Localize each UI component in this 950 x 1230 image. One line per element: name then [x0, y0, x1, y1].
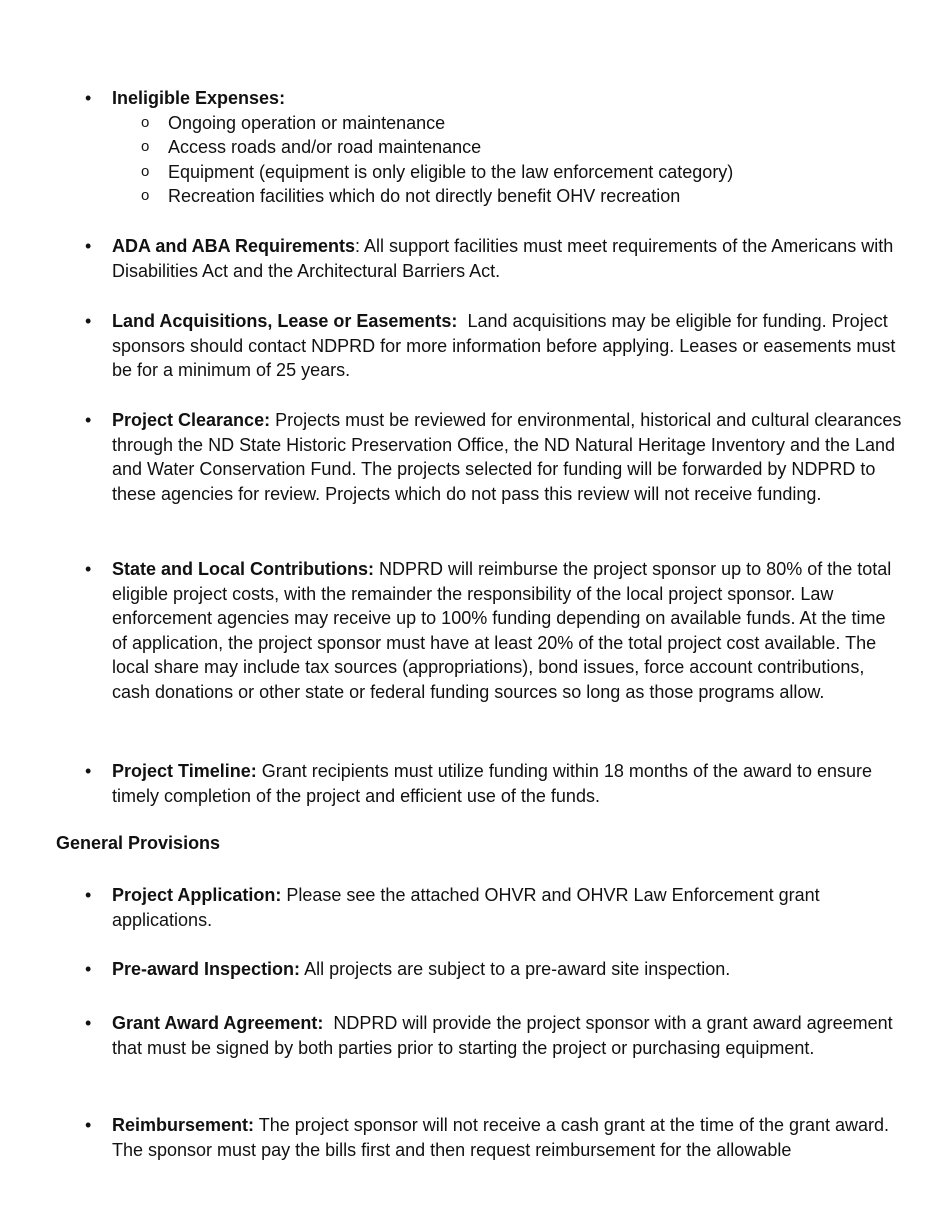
list-item-reimbursement: • Reimbursement: The project sponsor will not receive a cash grant at the time of the grant award. The sponsor must pay the bills first and then request reimbursement for the allowable: [85, 1115, 890, 1160]
sub-bullet-icon: o: [141, 114, 150, 131]
bullet-icon: •: [85, 1115, 92, 1135]
list-item-grant-award-agreement: • Grant Award Agreement: NDPRD will provide the project sponsor with a grant award agreement that must be signed by both parties prior to starting the project or purchasing equipment.: [85, 1013, 893, 1058]
sub-bullet-icon: o: [141, 138, 150, 155]
sub-item: o Ongoing operation or maintenance: [168, 111, 445, 136]
list-item-project-clearance: • Project Clearance: Projects must be reviewed for environmental, historical and cultural clearances through the ND State Historic Preservation Office, the ND Natural Heritage Inventory and the Land and Water Conservation Fund. The projects selected for funding will be forwarded by NDPRD to these agencies for review. Projects which do not pass this review will not receive funding.: [85, 410, 902, 504]
bullet-icon: •: [85, 559, 92, 579]
bullet-icon: •: [85, 236, 92, 256]
list-item-land-acquisitions: • Land Acquisitions, Lease or Easements: Land acquisitions may be eligible for funding. Project sponsors should contact NDPRD for more information before applying. Leases or easements must be for a minimum of 25 years.: [85, 311, 896, 381]
section-heading: General Provisions: [56, 833, 221, 853]
bullet-icon: •: [85, 959, 92, 979]
bullet-icon: •: [85, 1013, 92, 1033]
sub-bullet-icon: o: [141, 187, 150, 204]
item-title: Ineligible Expenses:: [112, 88, 286, 108]
sub-bullet-icon: o: [141, 163, 150, 180]
list-item-project-timeline: • Project Timeline: Grant recipients must utilize funding within 18 months of the award to ensure timely completion of the project and efficient use of the funds.: [85, 761, 873, 806]
list-item-state-local-contributions: • State and Local Contributions: NDPRD will reimburse the project sponsor up to 80% of the total eligible project costs, with the remainder the responsibility of the local project sponsor. Law enforcement agencies may receive up to 100% funding depending on available funds. At the time of application, the project sponsor must have at least 20% of the total project cost available. The local share may include tax sources (appropriations), bond issues, force account contributions, cash donations or other state or federal funding sources so long as those programs allow.: [85, 559, 892, 702]
list-item-ineligible-expenses: [85, 86, 902, 111]
sub-item: o Equipment (equipment is only eligible to the law enforcement category): [168, 160, 733, 185]
list-item-ada-aba: • ADA and ABA Requirements: All support facilities must meet requirements of the Americans with Disabilities Act and the Architectural Barriers Act.: [85, 236, 894, 281]
sub-item: o Recreation facilities which do not directly benefit OHV recreation: [168, 184, 680, 209]
list-item-pre-award-inspection: • Pre-award Inspection: All projects are subject to a pre-award site inspection.: [112, 957, 902, 982]
bullet-icon: •: [85, 410, 92, 430]
bullet-icon: •: [85, 88, 92, 108]
list-item-project-application: • Project Application: Please see the attached OHVR and OHVR Law Enforcement grant applications.: [85, 885, 820, 930]
bullet-icon: •: [85, 761, 92, 781]
sub-item: o Access roads and/or road maintenance: [168, 135, 481, 160]
bullet-icon: •: [85, 311, 92, 331]
bullet-icon: •: [85, 885, 92, 905]
